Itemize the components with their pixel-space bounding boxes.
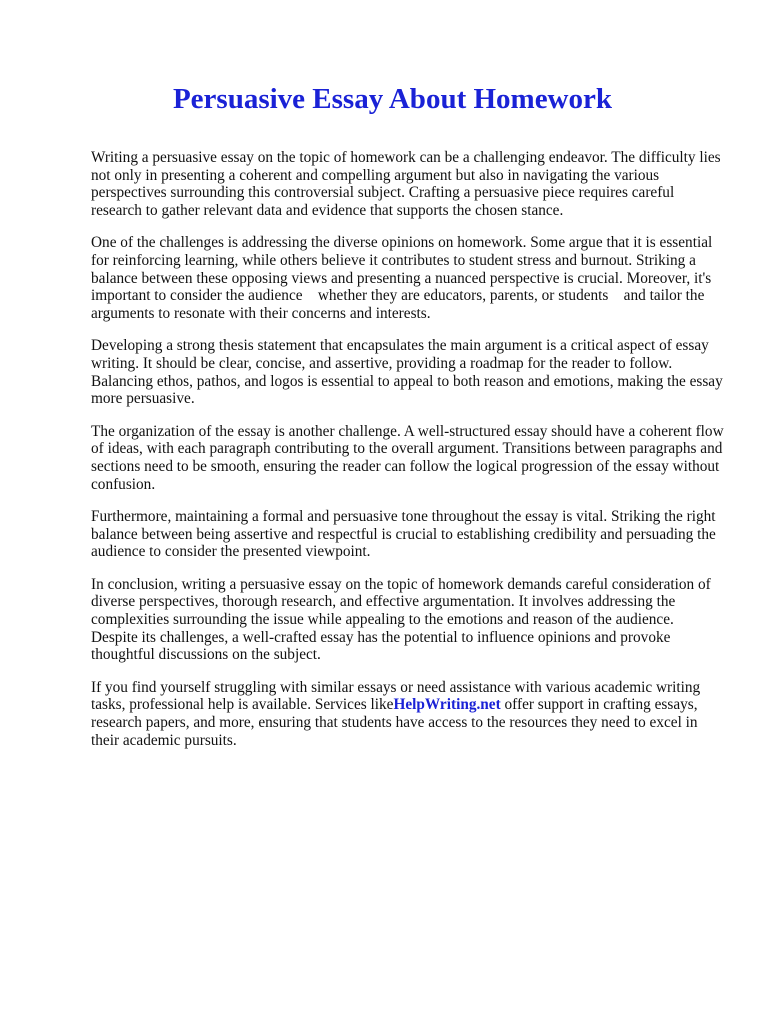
paragraph-challenges: One of the challenges is addressing the diverse opinions on homework. Some argue that it is essential for reinforcing learning, while others believe it contributes to student stress and burnout. Striking a balance between these opposing views and presenting a nuanced perspective is crucial. Moreover, it's important to consider the audience whether they are educators, parents, or students and tailor the arguments to resonate with their concerns and interests.	[91, 234, 713, 322]
paragraph-tone: Furthermore, maintaining a formal and persuasive tone throughout the essay is vital. Striking the right balance between being assertive and respectful is crucial to establishing credibility and persuading the audience to consider the presented viewpoint.	[91, 508, 716, 561]
paragraph-intro: Writing a persuasive essay on the topic of homework can be a challenging endeavor. The difficulty lies not only in presenting a coherent and compelling argument but also in navigating the various perspectives surrounding this controversial subject. Crafting a persuasive piece requires careful research to gather relevant data and evidence that supports the chosen stance.	[91, 149, 721, 219]
paragraph-organization: The organization of the essay is another challenge. A well-structured essay should have a coherent flow of ideas, with each paragraph contributing to the overall argument. Transitions between paragraphs and sections need to be smooth, ensuring the reader can follow the logical progression of the essay without confusion.	[91, 422, 724, 493]
document-title: Persuasive Essay About Homework	[172, 83, 613, 115]
paragraph-help	[91, 679, 724, 749]
help-text-before-link: If you find yourself struggling with similar essays or need assistance with various academic writing tasks, professional help is available. Services like	[91, 678, 701, 714]
helpwriting-link[interactable]: HelpWriting.net	[393, 696, 501, 714]
paragraph-conclusion: In conclusion, writing a persuasive essay on the topic of homework demands careful consideration of diverse perspectives, thorough research, and effective argumentation. It involves addressing the complexities surrounding the issue while appealing to the emotions and reason of the audience. Despite its challenges, a well-crafted essay has the potential to influence opinions and provoke thoughtful discussions on the subject.	[91, 575, 711, 664]
help-text-after-link: offer support in crafting essays, research papers, and more, ensuring that students have access to the resources they need to excel in their academic pursuits.	[91, 696, 698, 749]
paragraph-thesis: Developing a strong thesis statement that encapsulates the main argument is a critical aspect of essay writing. It should be clear, concise, and assertive, providing a roadmap for the reader to follow. Balancing ethos, pathos, and logos is essential to appeal to both reason and emotions, making the essay more persuasive.	[91, 337, 723, 408]
